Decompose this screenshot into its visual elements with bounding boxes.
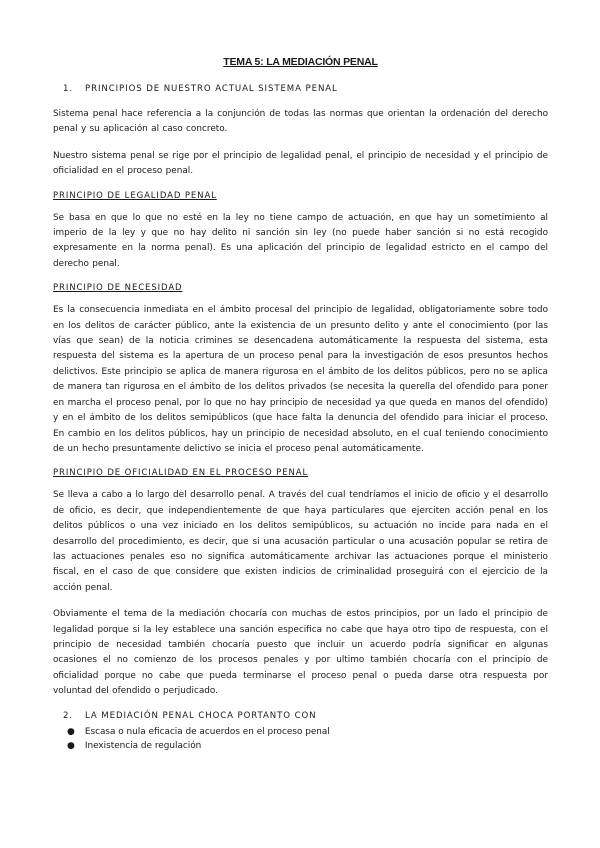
section-2-list <box>67 725 548 753</box>
list-item <box>67 739 548 753</box>
section-1-number: 1. <box>63 84 73 94</box>
section-2-heading <box>63 711 548 721</box>
list-item <box>67 725 548 739</box>
list-item-text: Inexistencia de regulación <box>84 740 202 751</box>
document-title: TEMA 5: LA MEDIACIÓN PENAL <box>223 56 378 68</box>
legalidad-heading: PRINCIPIO DE LEGALIDAD PENAL <box>53 190 217 201</box>
necesidad-paragraph: Es la consecuencia inmediata en el ámbito procesal del principio de legalidad, obligatoriamente sobre todo en los delitos de carácter público, ante la existencia de un presunto delito y ante el conocimiento (por las vías que sean) de la noticia crimines se desencadena automáticamente la respuesta del sistema, esta respuesta del sistema es la apertura de un proceso penal para la investigación de esos presuntos hechos delictivos. Este principio se aplica de manera rigurosa en el ámbito de los delitos públicos, pero no se aplica de manera tan rigurosa en el ámbito de los delitos privados (se necesita la querella del ofendido para poner en marcha el proceso penal, por lo que no hay principio de necesidad ya que queda en manos del ofendido) y en el ámbito de los delitos semipúblicos (que hace falta la denuncia del ofendido para iniciar el proceso. En cambio en los delitos públicos, hay un principio de necesidad absoluto, en el cual teniendo conocimiento de un hecho presuntamente delictivo se inicia el proceso penal automáticamente. <box>53 305 548 454</box>
sistema-penal-paragraph: Sistema penal hace referencia a la conjunción de todas las normas que orientan la ordenación del derecho penal y su aplicación al caso concreto. <box>53 109 548 135</box>
bullet-icon: ● <box>67 726 75 737</box>
section-1-title: PRINCIPIOS DE NUESTRO ACTUAL SISTEMA PENAL <box>85 84 338 94</box>
obviamente-paragraph: Obviamente el tema de la mediación chocaría con muchas de estos principios, por un lado el principio de legalidad porque si la ley establece una sanción especifica no cabe que haya otro tipo de respuesta, con el principio de necesidad también chocaría puesto que incluir un acuerdo podría significar en algunas ocasiones el no comienzo de los procesos penales y por ultimo también chocaría con el principio de oficialidad porque no cabe que pueda terminarse el proceso penal o pueda darse otra respuesta por voluntad del ofendido o perjudicado. <box>53 609 548 697</box>
section-2-title: LA MEDIACIÓN PENAL CHOCA PORTANTO CON <box>85 710 317 721</box>
principios-paragraph: Nuestro sistema penal se rige por el principio de legalidad penal, el principio de necesidad y el principio de oficialidad en el proceso penal. <box>53 150 548 177</box>
oficialidad-paragraph: Se lleva a cabo a lo largo del desarrollo penal. A través del cual tendríamos el inicio de oficio y el desarrollo de oficio, es decir, que independientemente de que haya particulares que ejerciten acción penal en los delitos públicos o una vez iniciado en los delitos semipúblicos, su actuación no incide para nada en el desarrollo del procedimiento, es decir, que si una acusación particular o una acusación popular se retira de las actuaciones penales eso no significa automáticamente archivar las actuaciones porque el ministerio fiscal, en el caso de que considere que existen indicios de criminalidad proseguirá con el ejercicio de la acción penal. <box>53 490 548 593</box>
bullet-icon: ● <box>67 740 75 751</box>
list-item-text: Escasa o nula eficacia de acuerdos en el proceso penal <box>84 726 330 737</box>
section-2-number: 2. <box>63 710 73 721</box>
necesidad-heading: PRINCIPIO DE NECESIDAD <box>53 283 183 294</box>
section-1-heading <box>63 84 548 94</box>
legalidad-paragraph: Se basa en que lo que no esté en la ley no tiene campo de actuación, en que hay un sometimiento al imperio de la ley y que no hay delito ni sanción sin ley (no puede haber sanción si no está recogido expresamente en la norma penal). Es una aplicación del principio de legalidad estricto en el campo del derecho penal. <box>53 212 548 269</box>
oficialidad-heading: PRINCIPIO DE OFICIALIDAD EN EL PROCESO PENAL <box>53 468 309 479</box>
